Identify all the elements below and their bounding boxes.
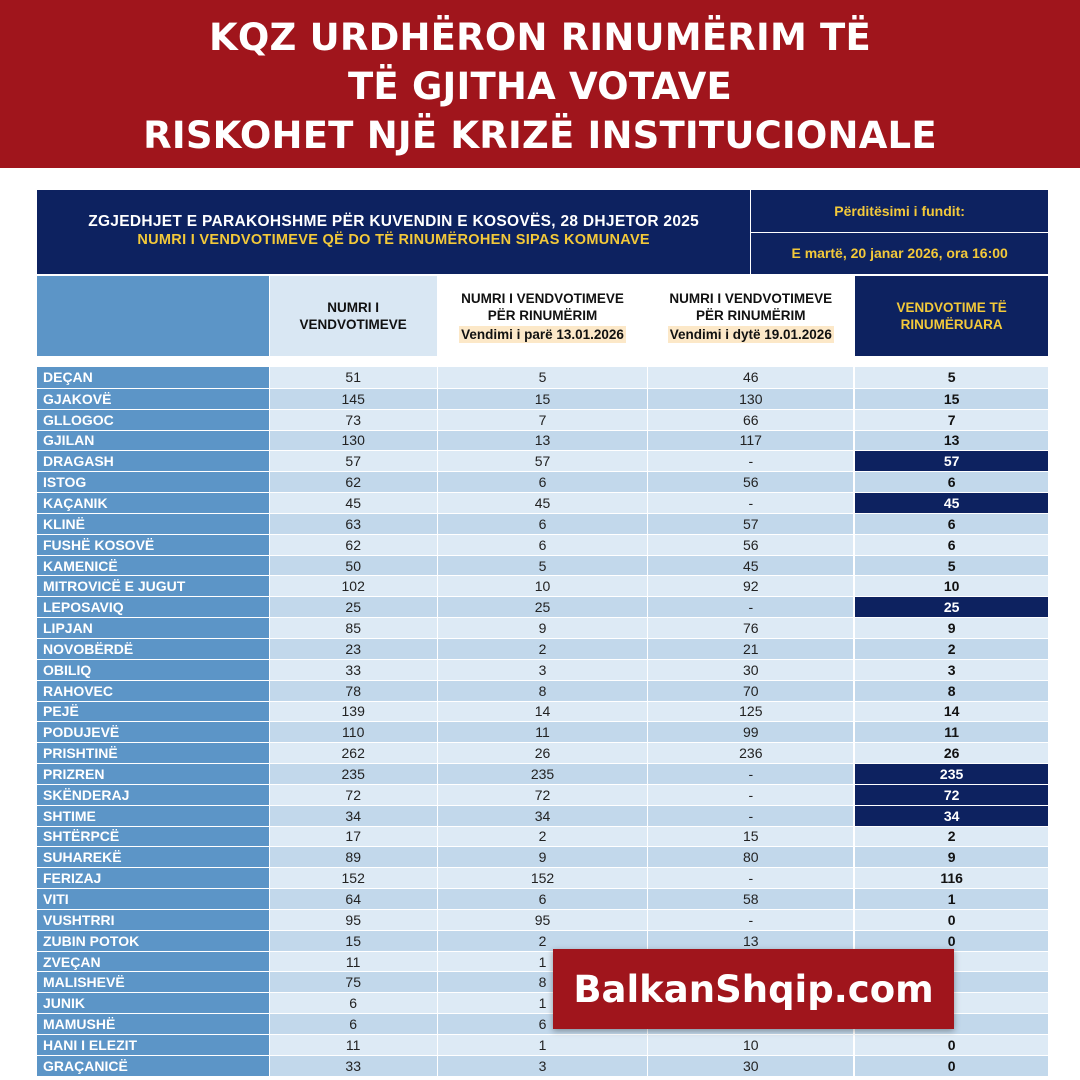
headline-line-1: KQZ URDHËRON RINUMËRIM TË <box>209 16 871 59</box>
table-row <box>37 930 1048 951</box>
first-decision-count: 6 <box>438 889 648 909</box>
municipality-name: PRISHTINË <box>37 743 269 763</box>
municipality-name: NOVOBËRDË <box>37 639 269 659</box>
first-decision-count: 6 <box>438 514 648 534</box>
recounted-count: 25 <box>855 597 1048 617</box>
document-header <box>37 190 1048 274</box>
second-decision-count: - <box>648 785 853 805</box>
recounted-count: 5 <box>855 556 1048 576</box>
recounted-count: 45 <box>855 493 1048 513</box>
recounted-count: 0 <box>855 910 1048 930</box>
second-decision-count: 56 <box>648 472 853 492</box>
first-decision-count: 8 <box>438 972 648 992</box>
polling-stations-count: 17 <box>270 827 437 847</box>
first-decision-count: 57 <box>438 451 648 471</box>
table-row <box>37 784 1048 805</box>
recounted-count: 9 <box>855 847 1048 867</box>
municipality-name: VUSHTRRI <box>37 910 269 930</box>
municipality-name: ZVEÇAN <box>37 952 269 972</box>
municipality-name: SUHAREKË <box>37 847 269 867</box>
table-row <box>37 888 1048 909</box>
municipality-name: PRIZREN <box>37 764 269 784</box>
table-row <box>37 367 1048 388</box>
municipality-name: GLLOGOC <box>37 410 269 430</box>
recounted-count: 3 <box>855 660 1048 680</box>
first-decision-count: 2 <box>438 931 648 951</box>
table-row <box>37 617 1048 638</box>
municipality-name: ISTOG <box>37 472 269 492</box>
recounted-count: 72 <box>855 785 1048 805</box>
first-decision-count: 34 <box>438 806 648 826</box>
polling-stations-count: 62 <box>270 472 437 492</box>
polling-stations-count: 62 <box>270 535 437 555</box>
first-decision-count: 11 <box>438 722 648 742</box>
table-row <box>37 1034 1048 1055</box>
table-row <box>37 909 1048 930</box>
column-header-first-decision <box>438 276 648 356</box>
municipality-name: PODUJEVË <box>37 722 269 742</box>
recounted-count: 0 <box>855 931 1048 951</box>
update-info-block <box>751 190 1048 274</box>
column-header-text: VENDVOTIMEVE <box>299 317 407 332</box>
recounted-count: 6 <box>855 514 1048 534</box>
recounted-count: 0 <box>855 1035 1048 1055</box>
second-decision-count: - <box>648 764 853 784</box>
polling-stations-count: 34 <box>270 806 437 826</box>
table-row <box>37 534 1048 555</box>
first-decision-count: 25 <box>438 597 648 617</box>
column-header-text: PËR RINUMËRIM <box>487 307 598 323</box>
second-decision-count: 70 <box>648 681 853 701</box>
polling-stations-count: 235 <box>270 764 437 784</box>
polling-stations-count: 75 <box>270 972 437 992</box>
recounted-count: 0 <box>855 1056 1048 1076</box>
polling-stations-count: 78 <box>270 681 437 701</box>
table-row <box>37 826 1048 847</box>
first-decision-count: 26 <box>438 743 648 763</box>
municipality-name: OBILIQ <box>37 660 269 680</box>
document-title: ZGJEDHJET E PARAKOHSHME PËR KUVENDIN E KOSOVËS, 28 DHJETOR 2025 <box>88 213 700 230</box>
first-decision-count: 10 <box>438 576 648 596</box>
first-decision-count: 5 <box>438 556 648 576</box>
second-decision-count: 57 <box>648 514 853 534</box>
second-decision-count: 236 <box>648 743 853 763</box>
table-row <box>37 867 1048 888</box>
polling-stations-count: 64 <box>270 889 437 909</box>
second-decision-count: 76 <box>648 618 853 638</box>
recounted-count: 10 <box>855 576 1048 596</box>
headline-banner <box>0 0 1080 168</box>
update-value: E martë, 20 janar 2026, ora 16:00 <box>751 232 1048 274</box>
table-row <box>37 846 1048 867</box>
second-decision-count: - <box>648 451 853 471</box>
second-decision-count: - <box>648 868 853 888</box>
column-header-second-decision <box>648 276 853 356</box>
polling-stations-count: 57 <box>270 451 437 471</box>
table-row <box>37 659 1048 680</box>
first-decision-count: 235 <box>438 764 648 784</box>
column-header-recounted <box>855 276 1048 356</box>
polling-stations-count: 6 <box>270 1014 437 1034</box>
column-header-municipality <box>37 276 269 356</box>
table-row <box>37 471 1048 492</box>
polling-stations-count: 73 <box>270 410 437 430</box>
first-decision-count: 6 <box>438 535 648 555</box>
headline-line-2: TË GJITHA VOTAVE <box>347 65 733 108</box>
first-decision-count: 3 <box>438 1056 648 1076</box>
column-header-polling-stations <box>270 276 437 356</box>
first-decision-count: 2 <box>438 827 648 847</box>
table-row <box>37 805 1048 826</box>
municipality-name: MITROVICË E JUGUT <box>37 576 269 596</box>
municipality-name: DRAGASH <box>37 451 269 471</box>
municipality-name: SHTËRPCË <box>37 827 269 847</box>
polling-stations-count: 6 <box>270 993 437 1013</box>
column-headers <box>37 276 1048 356</box>
recounted-count: 57 <box>855 451 1048 471</box>
second-decision-count: 56 <box>648 535 853 555</box>
recounted-count: 6 <box>855 472 1048 492</box>
municipality-name: FERIZAJ <box>37 868 269 888</box>
municipality-name: KAMENICË <box>37 556 269 576</box>
table-row <box>37 742 1048 763</box>
table-row <box>37 575 1048 596</box>
second-decision-count: 92 <box>648 576 853 596</box>
municipality-name: MALISHEVË <box>37 972 269 992</box>
second-decision-count: 21 <box>648 639 853 659</box>
recounted-count: 1 <box>855 889 1048 909</box>
first-decision-count: 72 <box>438 785 648 805</box>
first-decision-count: 9 <box>438 618 648 638</box>
polling-stations-count: 51 <box>270 367 437 388</box>
recounted-count: 2 <box>855 827 1048 847</box>
second-decision-count: 30 <box>648 660 853 680</box>
recounted-count: 235 <box>855 764 1048 784</box>
polling-stations-count: 25 <box>270 597 437 617</box>
recounted-count: 15 <box>855 389 1048 409</box>
column-header-text: PËR RINUMËRIM <box>696 307 806 323</box>
polling-stations-count: 50 <box>270 556 437 576</box>
table-row <box>37 1055 1048 1076</box>
table-row <box>37 763 1048 784</box>
table-row <box>37 409 1048 430</box>
second-decision-count: 117 <box>648 431 853 451</box>
municipality-name: LEPOSAVIQ <box>37 597 269 617</box>
polling-stations-count: 85 <box>270 618 437 638</box>
decision-date-label: Vendimi i parë 13.01.2026 <box>461 326 624 342</box>
results-document <box>37 190 1048 1076</box>
first-decision-count: 1 <box>438 1035 648 1055</box>
municipality-name: DEÇAN <box>37 367 269 388</box>
second-decision-count: - <box>648 910 853 930</box>
second-decision-count: 13 <box>648 931 853 951</box>
table-row <box>37 680 1048 701</box>
polling-stations-count: 72 <box>270 785 437 805</box>
column-header-text: NUMRI I VENDVOTIMEVE <box>461 290 624 306</box>
polling-stations-count: 139 <box>270 702 437 722</box>
polling-stations-count: 45 <box>270 493 437 513</box>
polling-stations-count: 11 <box>270 1035 437 1055</box>
municipality-name: GJAKOVË <box>37 389 269 409</box>
recounted-count: 14 <box>855 702 1048 722</box>
first-decision-count: 6 <box>438 472 648 492</box>
first-decision-count: 152 <box>438 868 648 888</box>
first-decision-count: 5 <box>438 367 648 388</box>
table-row <box>37 721 1048 742</box>
site-watermark: BalkanShqip.com <box>553 949 954 1029</box>
municipality-name: SKËNDERAJ <box>37 785 269 805</box>
recounted-count: 8 <box>855 681 1048 701</box>
column-header-text: RINUMËRUARA <box>900 317 1003 332</box>
first-decision-count: 3 <box>438 660 648 680</box>
recounted-count: 34 <box>855 806 1048 826</box>
second-decision-count: - <box>648 493 853 513</box>
recounted-count: 7 <box>855 410 1048 430</box>
polling-stations-count: 152 <box>270 868 437 888</box>
polling-stations-count: 262 <box>270 743 437 763</box>
table-row <box>37 430 1048 451</box>
first-decision-count: 15 <box>438 389 648 409</box>
document-title-block <box>37 190 750 274</box>
first-decision-count: 6 <box>438 1014 648 1034</box>
polling-stations-count: 23 <box>270 639 437 659</box>
polling-stations-count: 95 <box>270 910 437 930</box>
first-decision-count: 9 <box>438 847 648 867</box>
recounted-count: 2 <box>855 639 1048 659</box>
polling-stations-count: 145 <box>270 389 437 409</box>
column-header-text: VENDVOTIME TË <box>896 300 1007 315</box>
first-decision-count: 1 <box>438 993 648 1013</box>
polling-stations-count: 63 <box>270 514 437 534</box>
second-decision-count: 46 <box>648 367 853 388</box>
municipality-name: PEJË <box>37 702 269 722</box>
municipality-name: ZUBIN POTOK <box>37 931 269 951</box>
municipality-name: VITI <box>37 889 269 909</box>
polling-stations-count: 15 <box>270 931 437 951</box>
municipality-name: GRAÇANICË <box>37 1056 269 1076</box>
polling-stations-count: 33 <box>270 1056 437 1076</box>
second-decision-count: 45 <box>648 556 853 576</box>
headline-line-3: RISKOHET NJË KRIZË INSTITUCIONALE <box>143 114 937 157</box>
polling-stations-count: 33 <box>270 660 437 680</box>
second-decision-count: 130 <box>648 389 853 409</box>
municipality-name: SHTIME <box>37 806 269 826</box>
second-decision-count: 125 <box>648 702 853 722</box>
municipality-name: RAHOVEC <box>37 681 269 701</box>
polling-stations-count: 89 <box>270 847 437 867</box>
first-decision-count: 13 <box>438 431 648 451</box>
recounted-count: 9 <box>855 618 1048 638</box>
table-row <box>37 596 1048 617</box>
polling-stations-count: 110 <box>270 722 437 742</box>
update-label: Përditësimi i fundit: <box>834 202 965 219</box>
table-row <box>37 450 1048 471</box>
first-decision-count: 8 <box>438 681 648 701</box>
second-decision-count: 58 <box>648 889 853 909</box>
municipality-name: KLINË <box>37 514 269 534</box>
recounted-count: 13 <box>855 431 1048 451</box>
recounted-count: 116 <box>855 868 1048 888</box>
table-row <box>37 638 1048 659</box>
municipality-name: FUSHË KOSOVË <box>37 535 269 555</box>
table-row <box>37 701 1048 722</box>
table-row <box>37 492 1048 513</box>
polling-stations-count: 130 <box>270 431 437 451</box>
municipality-name: HANI I ELEZIT <box>37 1035 269 1055</box>
first-decision-count: 14 <box>438 702 648 722</box>
municipality-name: LIPJAN <box>37 618 269 638</box>
column-header-text: NUMRI I VENDVOTIMEVE <box>669 290 833 306</box>
recounted-count: 11 <box>855 722 1048 742</box>
municipality-name: JUNIK <box>37 993 269 1013</box>
recounted-count: 5 <box>855 367 1048 388</box>
municipality-name: GJILAN <box>37 431 269 451</box>
first-decision-count: 95 <box>438 910 648 930</box>
municipality-name: KAÇANIK <box>37 493 269 513</box>
first-decision-count: 45 <box>438 493 648 513</box>
second-decision-count: 15 <box>648 827 853 847</box>
decision-date-label: Vendimi i dytë 19.01.2026 <box>669 326 832 342</box>
table-row <box>37 513 1048 534</box>
second-decision-count: - <box>648 597 853 617</box>
second-decision-count: - <box>648 806 853 826</box>
table-row <box>37 388 1048 409</box>
polling-stations-count: 11 <box>270 952 437 972</box>
document-subtitle: NUMRI I VENDVOTIMEVE QË DO TË RINUMËROHEN SIPAS KOMUNAVE <box>137 232 650 248</box>
first-decision-count: 2 <box>438 639 648 659</box>
second-decision-count: 80 <box>648 847 853 867</box>
polling-stations-count: 102 <box>270 576 437 596</box>
table-row <box>37 555 1048 576</box>
recounted-count: 6 <box>855 535 1048 555</box>
first-decision-count: 7 <box>438 410 648 430</box>
second-decision-count: 99 <box>648 722 853 742</box>
recounted-count: 26 <box>855 743 1048 763</box>
column-header-text: NUMRI I <box>327 300 380 315</box>
first-decision-count: 1 <box>438 952 648 972</box>
second-decision-count: 30 <box>648 1056 853 1076</box>
municipality-name: MAMUSHË <box>37 1014 269 1034</box>
second-decision-count: 66 <box>648 410 853 430</box>
second-decision-count: 10 <box>648 1035 853 1055</box>
